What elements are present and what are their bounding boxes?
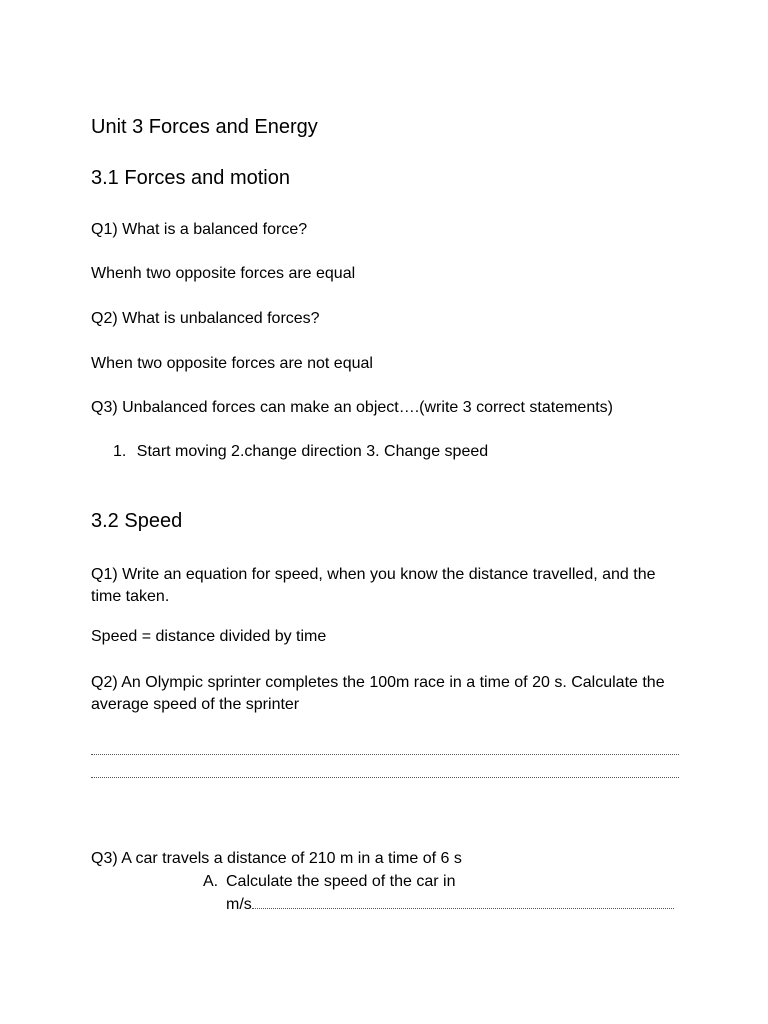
question-balanced-force: Q1) What is a balanced force? (91, 221, 308, 238)
answer-balanced-force: Whenh two opposite forces are equal (91, 265, 356, 282)
sub-question-letter: A. (203, 873, 219, 890)
question-unbalanced-effects: Q3) Unbalanced forces can make an object….(write 3 correct statements) (91, 399, 613, 416)
unit-label: m/s (226, 896, 252, 913)
question-unbalanced-forces: Q2) What is unbalanced forces? (91, 310, 320, 327)
answer-list-item (113, 443, 488, 461)
unit-title: Unit 3 Forces and Energy (91, 116, 318, 138)
section-heading-forces-and-motion: 3.1 Forces and motion (91, 167, 290, 189)
question-sprinter: Q2) An Olympic sprinter completes the 100m race in a time of 20 s. Calculate the average speed of the sprinter (91, 674, 665, 713)
section-heading-speed: 3.2 Speed (91, 510, 183, 532)
list-number: 1. (113, 443, 127, 460)
answer-line[interactable] (252, 896, 674, 909)
sub-question-answer-row (226, 896, 674, 914)
question-speed-equation: Q1) Write an equation for speed, when you know the distance travelled, and the time taken. (91, 566, 656, 605)
answer-unbalanced-forces: When two opposite forces are not equal (91, 355, 373, 372)
answer-line[interactable] (91, 761, 679, 778)
list-item-text: Start moving 2.change direction 3. Change speed (136, 443, 489, 460)
sub-question-text: Calculate the speed of the car in (226, 873, 456, 890)
answer-line[interactable] (91, 738, 679, 755)
question-car-speed: Q3) A car travels a distance of 210 m in a time of 6 s (91, 850, 462, 867)
answer-speed-equation: Speed = distance divided by time (91, 628, 327, 645)
